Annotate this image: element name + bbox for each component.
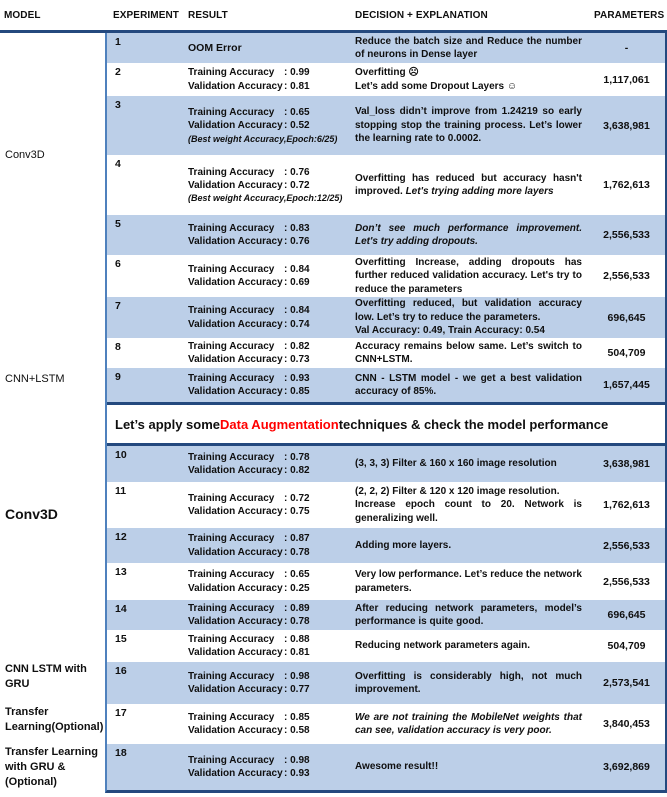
model-label: Transfer Learning(Optional)	[5, 706, 104, 733]
metric-value: : 0.93	[284, 372, 310, 384]
result-cell	[188, 96, 355, 155]
metric-label: Training Accuracy	[188, 492, 275, 504]
decision-cell	[355, 33, 588, 63]
metric-label: Validation Accuracy	[188, 318, 283, 330]
metric-value: : 0.89	[284, 602, 310, 614]
metric-value: : 0.85	[284, 711, 310, 723]
decision-text-segment: Increase epoch count to 20. Network is generalizing well.	[355, 499, 582, 524]
result-cell	[188, 662, 355, 704]
metric-value: : 0.73	[284, 354, 310, 365]
metric-label: Training Accuracy	[188, 222, 275, 234]
result-cell	[188, 368, 355, 402]
decision-cell	[355, 482, 588, 528]
header-experiment: EXPERIMENT	[113, 9, 180, 21]
experiment-number-cell: 13	[115, 566, 127, 578]
experiment-number-cell: 10	[115, 449, 127, 461]
metric-label: Training Accuracy	[188, 533, 275, 545]
result-cell	[188, 33, 355, 63]
decision-text	[355, 485, 582, 525]
decision-cell	[355, 63, 588, 96]
decision-text-segment: Reducing network parameters again.	[355, 640, 531, 652]
metric-value: : 0.58	[284, 725, 310, 736]
parameters-cell: -	[624, 42, 629, 54]
metric-line	[188, 646, 355, 659]
metric-label: Validation Accuracy	[188, 616, 283, 627]
decision-text-segment: (2, 2, 2) Filter & 120 x 120 image resolution.	[355, 485, 560, 497]
decision-text-segment: (3, 3, 3) Filter & 160 x 160 image resolution	[355, 458, 557, 470]
metric-label: Training Accuracy	[188, 633, 275, 645]
metric-value: : 0.98	[284, 754, 310, 766]
experiment-number-cell: 15	[115, 633, 127, 645]
table-header	[0, 0, 667, 30]
decision-cell	[355, 662, 588, 704]
decision-text	[355, 105, 582, 145]
experiment-row	[107, 600, 665, 630]
parameters-cell: 504,709	[607, 347, 646, 359]
model-label: Conv3D	[5, 149, 45, 161]
metric-value: : 0.75	[284, 506, 310, 517]
experiment-number-cell: 18	[115, 747, 127, 759]
decision-text-segment: After reducing network parameters, model’s performance is quite good.	[355, 602, 582, 627]
metric-line	[188, 318, 355, 331]
experiment-number-cell: 3	[115, 99, 121, 111]
result-cell	[188, 255, 355, 297]
parameters-cell: 2,556,533	[603, 575, 650, 588]
decision-text	[355, 340, 582, 367]
metric-label: Training Accuracy	[188, 67, 275, 79]
metric-value: : 0.76	[284, 236, 310, 247]
metric-line	[188, 166, 355, 179]
result-cell	[188, 215, 355, 255]
decision-text	[355, 670, 582, 697]
metric-label: Validation Accuracy	[188, 582, 283, 594]
decision-cell	[355, 368, 588, 402]
decision-cell	[355, 704, 588, 744]
table-content	[0, 33, 667, 793]
experiment-number-cell: 17	[115, 707, 127, 719]
decision-cell	[355, 563, 588, 600]
decision-text-segment: Overfitting has reduced but accuracy hasn't improved.	[355, 172, 582, 197]
decision-text-segment: Awesome result!!	[355, 761, 439, 773]
experiment-number-cell: 6	[115, 258, 121, 270]
experiment-row	[107, 338, 665, 368]
experiment-number-cell: 16	[115, 665, 127, 677]
metric-value: : 0.84	[284, 263, 310, 275]
metric-label: Training Accuracy	[188, 372, 275, 384]
experiment-row	[107, 528, 665, 563]
metric-value: : 0.93	[284, 768, 310, 779]
metric-value: : 0.99	[284, 67, 310, 79]
metric-value: : 0.78	[284, 451, 310, 463]
parameters-cell: 2,556,533	[603, 270, 650, 282]
banner-text-segment: techniques & check the model performance	[338, 416, 609, 432]
experiment-number-cell: 14	[115, 603, 127, 615]
data-augmentation-banner	[107, 402, 665, 446]
metric-line	[188, 464, 355, 477]
decision-text-segment: Let’s add some Dropout Layers ☺	[355, 80, 518, 92]
metric-line	[188, 106, 355, 119]
parameters-cell: 3,638,981	[603, 119, 650, 132]
parameters-cell: 3,692,869	[603, 761, 650, 773]
decision-cell	[355, 744, 588, 790]
decision-text-segment: Very low performance. Let’s reduce the network parameters.	[355, 569, 582, 594]
parameters-cell: 2,573,541	[603, 677, 650, 689]
body-column	[105, 33, 667, 793]
decision-text-segment: Don’t see much performance improvement. Let's try adding dropouts.	[355, 222, 582, 247]
experiment-number-cell: 8	[115, 341, 121, 353]
parameters-cell: 696,645	[607, 311, 646, 324]
decision-text-segment: Overfitting reduced, but validation accuracy low. Let’s try to reduce the parameters.	[355, 298, 582, 323]
decision-text-segment: Val_loss didn’t improve from 1.24219 so early stopping stop the training process. Let’s lower the learning rate to 0.0002.	[355, 106, 582, 145]
experiment-row	[107, 63, 665, 96]
decision-text	[355, 66, 582, 93]
metric-value: : 0.77	[284, 684, 310, 695]
parameters-cell: 696,645	[607, 609, 646, 621]
metric-line	[188, 353, 355, 366]
decision-text	[355, 35, 582, 62]
experiment-row	[107, 368, 665, 402]
decision-text	[355, 602, 582, 629]
result-cell	[188, 563, 355, 600]
parameters-cell: 1,762,613	[603, 179, 650, 191]
metric-value: : 0.81	[284, 80, 310, 92]
decision-text-segment: Reduce the batch size and Reduce the number of neurons in Dense layer	[355, 35, 582, 60]
metric-value: : 0.87	[284, 533, 310, 545]
result-cell	[188, 338, 355, 368]
metric-label: Validation Accuracy	[188, 725, 283, 736]
experiment-row	[107, 446, 665, 482]
metric-label: Validation Accuracy	[188, 354, 283, 365]
metric-line	[188, 582, 355, 595]
metric-value: : 0.78	[284, 546, 310, 558]
metric-line	[188, 119, 355, 132]
metric-label: Validation Accuracy	[188, 546, 283, 558]
metric-value: : 0.25	[284, 582, 310, 594]
metric-value: : 0.72	[284, 492, 310, 504]
metric-value: : 0.88	[284, 633, 310, 645]
experiment-row	[107, 297, 665, 338]
metric-line	[188, 179, 355, 192]
decision-text-segment: Accuracy remains below same. Let’s switch to CNN+LSTM.	[355, 340, 582, 365]
metric-label: Validation Accuracy	[188, 465, 283, 476]
metric-line	[188, 711, 355, 724]
parameters-cell: 3,840,453	[603, 718, 650, 730]
metric-line	[188, 222, 355, 235]
metric-label: Training Accuracy	[188, 754, 275, 766]
metric-label: Validation Accuracy	[188, 647, 283, 658]
best-weight-note: (Best weight Accuracy,Epoch:12/25)	[188, 193, 343, 204]
metric-label: Validation Accuracy	[188, 179, 283, 191]
experiment-row	[107, 482, 665, 528]
decision-cell	[355, 446, 588, 482]
decision-text-segment: Val Accuracy: 0.49, Train Accuracy: 0.54	[355, 325, 545, 337]
model-label: CNN LSTM with GRU	[5, 663, 87, 690]
metric-line	[188, 66, 355, 79]
metric-label: Training Accuracy	[188, 107, 275, 119]
metric-value: : 0.52	[284, 120, 310, 132]
result-cell	[188, 446, 355, 482]
metric-line	[188, 724, 355, 737]
metric-line	[188, 372, 355, 385]
metric-value: : 0.72	[284, 179, 310, 191]
experiment-row	[107, 630, 665, 662]
metric-line	[188, 670, 355, 683]
metric-line	[188, 683, 355, 696]
model-label: Conv3D	[5, 506, 58, 522]
decision-text	[355, 539, 582, 552]
best-weight-note: (Best weight Accuracy,Epoch:6/25)	[188, 133, 338, 144]
metric-label: Validation Accuracy	[188, 506, 283, 517]
header-decision: DECISION + EXPLANATION	[355, 9, 488, 21]
experiment-row	[107, 155, 665, 215]
experiment-row	[107, 255, 665, 297]
metric-label: Training Accuracy	[188, 305, 275, 317]
metric-line	[188, 505, 355, 518]
experiment-row	[107, 563, 665, 600]
decision-cell	[355, 528, 588, 563]
experiment-row	[107, 33, 665, 63]
metric-value: : 0.78	[284, 616, 310, 627]
model-label: Transfer Learning with GRU &(Optional)	[5, 746, 98, 788]
metric-label: Validation Accuracy	[188, 768, 283, 779]
decision-text	[355, 568, 582, 595]
metric-line	[188, 304, 355, 317]
metric-line	[188, 492, 355, 505]
metric-value: : 0.81	[284, 647, 310, 658]
metric-value: : 0.98	[284, 670, 310, 682]
metric-value: : 0.82	[284, 465, 310, 476]
experiment-row	[107, 96, 665, 155]
result-cell	[188, 63, 355, 96]
metric-line	[188, 385, 355, 398]
decision-text-segment: Adding more layers.	[355, 539, 452, 551]
decision-cell	[355, 255, 588, 297]
result-text: OOM Error	[188, 41, 242, 54]
banner-text-segment: Let’s apply some	[115, 416, 220, 432]
result-cell	[188, 528, 355, 563]
metric-value: : 0.85	[284, 386, 310, 397]
decision-text	[355, 372, 582, 399]
banner-text-segment: Data Augmentation	[220, 416, 339, 432]
metric-label: Training Accuracy	[188, 451, 275, 463]
metric-line	[188, 602, 355, 615]
header-model: MODEL	[4, 9, 41, 21]
metric-line	[188, 615, 355, 628]
result-cell	[188, 482, 355, 528]
decision-text	[355, 639, 582, 652]
metric-line	[188, 754, 355, 767]
metric-label: Training Accuracy	[188, 263, 275, 275]
model-label: CNN+LSTM	[5, 373, 65, 385]
experiment-row	[107, 704, 665, 744]
parameters-cell: 2,556,533	[603, 539, 650, 552]
parameters-cell: 2,556,533	[603, 229, 650, 241]
result-cell	[188, 744, 355, 790]
decision-text-segment: CNN - LSTM model - we get a best validation accuracy of 85%.	[355, 372, 582, 397]
decision-cell	[355, 155, 588, 215]
decision-text	[355, 297, 582, 337]
metric-value: : 0.65	[284, 107, 310, 119]
parameters-cell: 1,117,061	[603, 73, 650, 86]
model-column	[0, 33, 105, 793]
metric-line	[188, 532, 355, 545]
metric-value: : 0.74	[284, 318, 310, 330]
metric-label: Validation Accuracy	[188, 120, 283, 132]
metric-label: Training Accuracy	[188, 711, 275, 723]
metric-label: Validation Accuracy	[188, 277, 283, 288]
metric-value: : 0.84	[284, 305, 310, 317]
metric-label: Validation Accuracy	[188, 80, 283, 92]
decision-cell	[355, 600, 588, 630]
metric-label: Training Accuracy	[188, 602, 275, 614]
parameters-cell: 1,762,613	[603, 499, 650, 511]
decision-text-segment: Let's trying adding more layers	[405, 186, 554, 197]
result-cell	[188, 297, 355, 338]
decision-cell	[355, 338, 588, 368]
experiment-number-cell: 2	[115, 66, 121, 78]
metric-line	[188, 80, 355, 93]
decision-text-segment: Overfitting is considerably high, not much improvement.	[355, 670, 582, 695]
experiment-number-cell: 7	[115, 300, 121, 312]
metric-value: : 0.76	[284, 166, 310, 178]
metric-line	[188, 276, 355, 289]
parameters-cell: 1,657,445	[603, 379, 650, 391]
experiment-number-cell: 5	[115, 218, 121, 230]
metric-value: : 0.69	[284, 277, 310, 288]
decision-text	[355, 760, 582, 773]
parameters-cell: 504,709	[607, 640, 646, 652]
decision-cell	[355, 215, 588, 255]
metric-line	[188, 451, 355, 464]
result-cell	[188, 155, 355, 215]
metric-label: Validation Accuracy	[188, 386, 283, 397]
experiment-number-cell: 1	[115, 36, 121, 48]
result-cell	[188, 704, 355, 744]
experiment-row	[107, 215, 665, 255]
metric-label: Validation Accuracy	[188, 236, 283, 247]
experiment-row	[107, 662, 665, 704]
metric-value: : 0.83	[284, 222, 310, 234]
decision-text	[355, 256, 582, 296]
header-parameters: PARAMETERS	[594, 9, 665, 21]
metric-label: Training Accuracy	[188, 340, 275, 352]
experiment-number-cell: 4	[115, 158, 121, 170]
experiment-row	[107, 744, 665, 790]
experiment-number-cell: 9	[115, 371, 121, 383]
result-cell	[188, 630, 355, 662]
decision-text-segment: Overfitting ☹	[355, 67, 419, 79]
decision-text-segment: We are not training the MobileNet weights that can see, validation accuracy is very poor.	[355, 711, 582, 736]
decision-text	[355, 172, 582, 199]
decision-text-segment: Overfitting Increase, adding dropouts has further reduced validation accuracy. Let's try to reduce the parameters	[355, 256, 582, 295]
metric-line	[188, 767, 355, 780]
experiment-number-cell: 12	[115, 531, 127, 543]
metric-label: Training Accuracy	[188, 569, 275, 581]
metric-line	[188, 263, 355, 276]
decision-text	[355, 711, 582, 738]
metric-value: : 0.82	[284, 340, 310, 352]
metric-label: Validation Accuracy	[188, 684, 283, 695]
decision-cell	[355, 630, 588, 662]
metric-line	[188, 340, 355, 353]
decision-text	[355, 457, 582, 470]
parameters-cell: 3,638,981	[603, 458, 650, 470]
metric-line	[188, 235, 355, 248]
metric-line	[188, 546, 355, 559]
metric-line	[188, 633, 355, 646]
metric-line	[188, 568, 355, 581]
metric-label: Training Accuracy	[188, 166, 275, 178]
decision-cell	[355, 297, 588, 338]
result-cell	[188, 600, 355, 630]
metric-value: : 0.65	[284, 569, 310, 581]
header-result: RESULT	[188, 9, 228, 21]
metric-label: Training Accuracy	[188, 670, 275, 682]
decision-cell	[355, 96, 588, 155]
experiment-number-cell: 11	[115, 485, 127, 497]
decision-text	[355, 222, 582, 249]
